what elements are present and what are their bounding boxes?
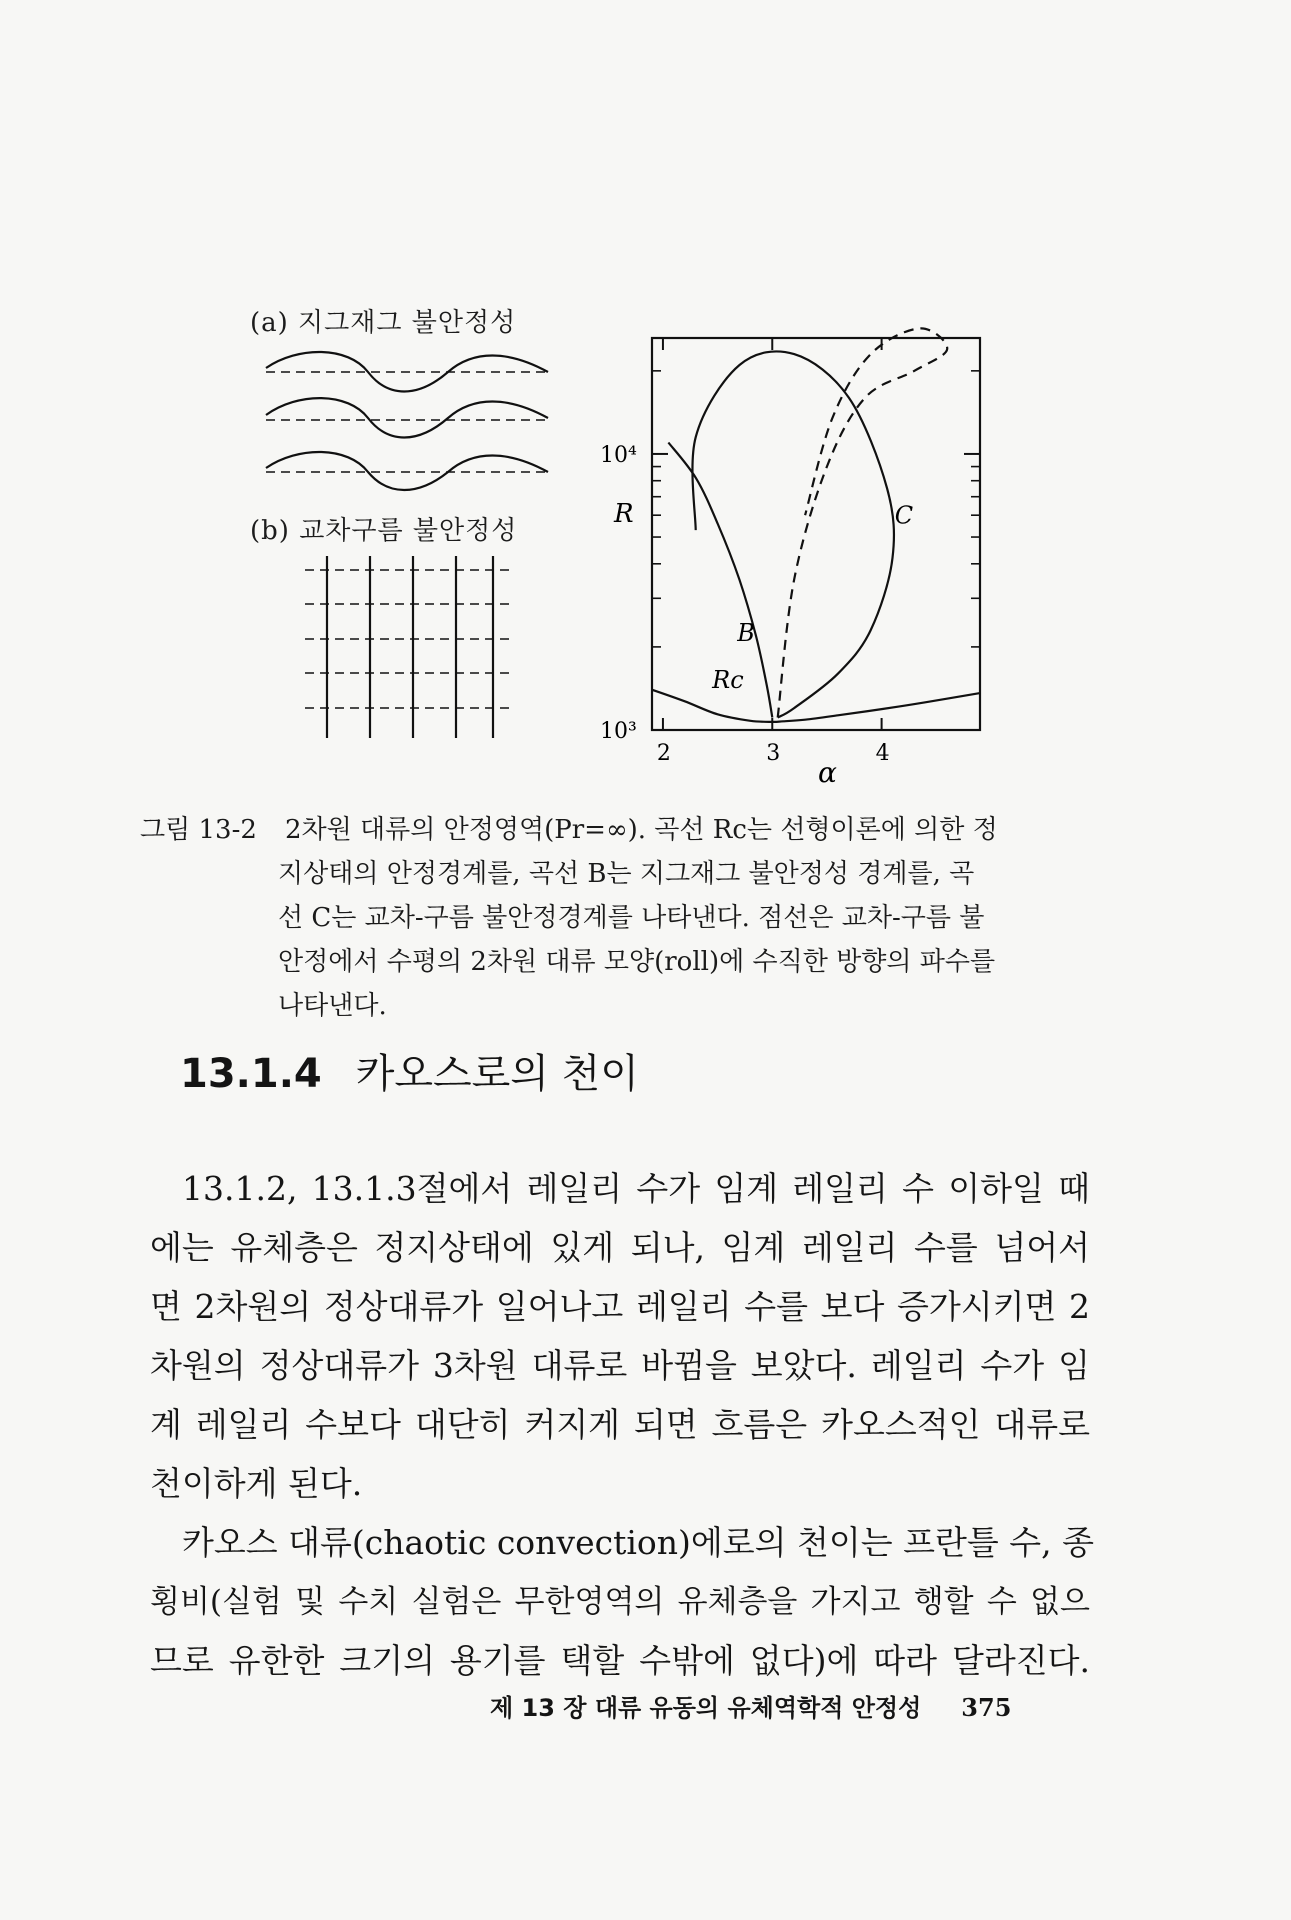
cross-roll-diagram (305, 548, 520, 743)
body-line: 13.1.2, 13.1.3절에서 레일리 수가 임계 레일리 수 이하일 때 (182, 1169, 1090, 1208)
section-number: 13.1.4 (180, 1051, 322, 1097)
figure-label-b: (b) 교차구름 불안정성 (250, 516, 518, 546)
zigzag-wave-2 (266, 398, 548, 437)
body-line: 천이하게 된다. (150, 1464, 363, 1503)
x-tick-label: 3 (766, 741, 781, 766)
body-line: 차원의 정상대류가 3차원 대류로 바뀜을 보았다. 레일리 수가 임 (150, 1346, 1090, 1385)
zigzag-wave-3 (266, 452, 548, 490)
series-rc (652, 690, 980, 722)
curve-label-rc: Rc (712, 665, 744, 694)
section-title: 카오스로의 천이 (355, 1051, 639, 1097)
y-tick-label: 10³ (600, 719, 637, 744)
caption-number: 그림 13-2 (140, 815, 257, 845)
body-line: 횡비(실험 및 수치 실험은 무한영역의 유체층을 가지고 행할 수 없으 (150, 1584, 1090, 1620)
ylabel: R (614, 499, 634, 529)
xlabel: α (818, 756, 837, 789)
body-line: 므로 유한한 크기의 용기를 택할 수밖에 없다)에 따라 달라진다. (150, 1641, 1090, 1680)
page-footer (490, 1688, 1011, 1723)
x-tick-label: 4 (875, 741, 890, 766)
running-head: 제 13 장 대류 유동의 유체역학적 안정성 (490, 1694, 922, 1722)
curve-label-b: B (737, 619, 755, 648)
plot-frame (652, 338, 980, 730)
stability-chart (600, 330, 1000, 790)
figure-label-a: (a) 지그재그 불안정성 (250, 308, 517, 338)
zigzag-diagram (258, 350, 558, 505)
body-line: 에는 유체층은 정지상태에 있게 되나, 임계 레일리 수를 넘어서 (150, 1228, 1090, 1267)
caption-line: 안정에서 수평의 2차원 대류 모양(roll)에 수직한 방향의 파수를 (278, 947, 996, 977)
body-line: 면 2차원의 정상대류가 일어나고 레일리 수를 보다 증가시키면 2 (150, 1287, 1090, 1326)
section-heading (180, 1042, 639, 1099)
caption-line: 지상태의 안정경계를, 곡선 B는 지그재그 불안정성 경계를, 곡 (278, 859, 975, 889)
caption-line: 2차원 대류의 안정영역(Pr=∞). 곡선 Rc는 선형이론에 의한 정 (285, 815, 998, 845)
y-tick-label: 10⁴ (600, 442, 637, 468)
caption-line: 선 C는 교차-구름 불안정경계를 나타낸다. 점선은 교차-구름 불 (278, 903, 985, 933)
body-line: 카오스 대류(chaotic convection)에로의 천이는 프란틀 수, 종 (182, 1523, 1094, 1562)
series-cross-roll-wavenumber (778, 328, 948, 717)
x-tick-label: 2 (656, 741, 671, 766)
caption-line: 나타낸다. (278, 991, 387, 1021)
curve-label-c: C (894, 501, 914, 530)
page-number: 375 (961, 1693, 1012, 1722)
body-line: 계 레일리 수보다 대단히 커지게 되면 흐름은 카오스적인 대류로 (150, 1405, 1090, 1444)
